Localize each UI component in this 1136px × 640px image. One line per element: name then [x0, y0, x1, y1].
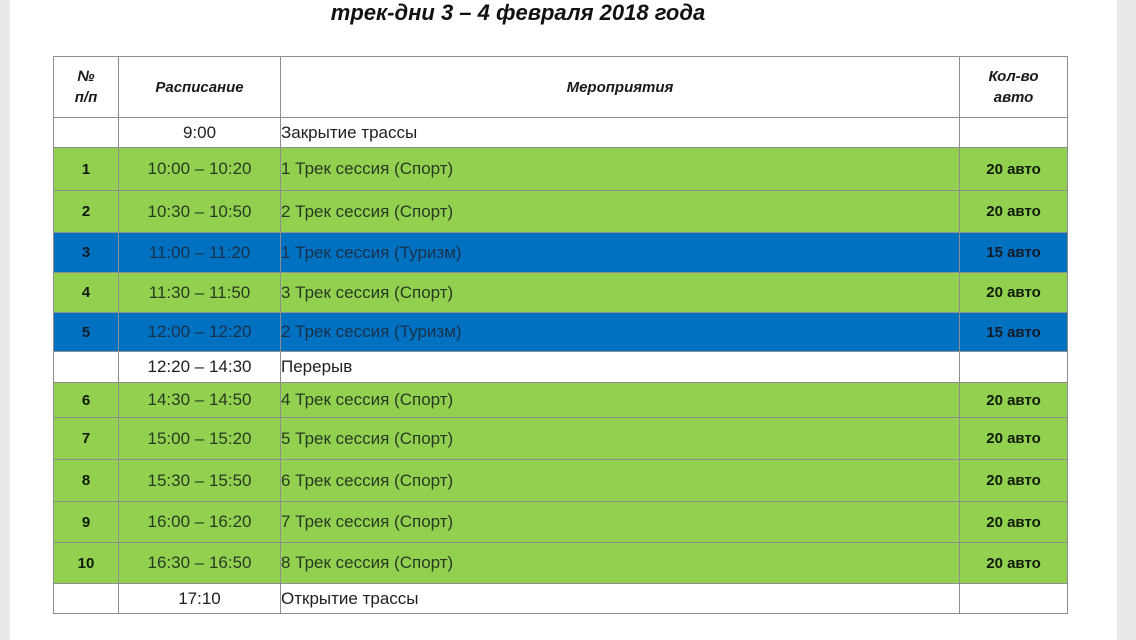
event-cell: 4 Трек сессия (Спорт) [281, 383, 960, 418]
table-row [54, 584, 1068, 614]
time-cell: 12:20 – 14:30 [119, 352, 281, 383]
header-car-count [960, 57, 1068, 118]
header-car-count-line1: Кол-во [988, 68, 1039, 85]
schedule-table [53, 56, 1068, 614]
header-events: Мероприятия [281, 57, 960, 118]
row-number-cell [54, 352, 119, 383]
time-cell: 16:00 – 16:20 [119, 502, 281, 543]
event-cell: Перерыв [281, 352, 960, 383]
time-cell: 11:00 – 11:20 [119, 233, 281, 273]
time-cell: 10:30 – 10:50 [119, 191, 281, 233]
car-count-cell: 20 авто [960, 502, 1068, 543]
row-number-cell: 6 [54, 383, 119, 418]
time-cell: 15:00 – 15:20 [119, 418, 281, 460]
row-number-cell: 2 [54, 191, 119, 233]
row-number-cell: 10 [54, 543, 119, 584]
car-count-cell: 20 авто [960, 148, 1068, 191]
table-row [54, 383, 1068, 418]
car-count-cell [960, 352, 1068, 383]
row-number-cell: 5 [54, 313, 119, 352]
row-number-cell [54, 118, 119, 148]
row-number-cell: 9 [54, 502, 119, 543]
car-count-cell: 20 авто [960, 460, 1068, 502]
header-number-line2: п/п [74, 89, 98, 106]
table-row [54, 313, 1068, 352]
row-number-cell: 8 [54, 460, 119, 502]
event-cell: 3 Трек сессия (Спорт) [281, 273, 960, 313]
event-cell: Закрытие трассы [281, 118, 960, 148]
header-schedule: Расписание [119, 57, 281, 118]
event-cell: 5 Трек сессия (Спорт) [281, 418, 960, 460]
time-cell: 17:10 [119, 584, 281, 614]
event-cell: 8 Трек сессия (Спорт) [281, 543, 960, 584]
car-count-cell [960, 584, 1068, 614]
time-cell: 15:30 – 15:50 [119, 460, 281, 502]
table-row [54, 233, 1068, 273]
table-row [54, 352, 1068, 383]
header-car-count-line2: авто [993, 89, 1034, 106]
car-count-cell: 20 авто [960, 418, 1068, 460]
header-number-line1: № [77, 68, 95, 85]
event-cell: 6 Трек сессия (Спорт) [281, 460, 960, 502]
schedule-body [54, 118, 1068, 614]
row-number-cell: 4 [54, 273, 119, 313]
event-cell: 7 Трек сессия (Спорт) [281, 502, 960, 543]
time-cell: 11:30 – 11:50 [119, 273, 281, 313]
car-count-cell: 20 авто [960, 273, 1068, 313]
table-row [54, 118, 1068, 148]
document-page [10, 0, 1117, 640]
time-cell: 16:30 – 16:50 [119, 543, 281, 584]
car-count-cell: 20 авто [960, 383, 1068, 418]
table-row [54, 191, 1068, 233]
car-count-cell [960, 118, 1068, 148]
car-count-cell: 15 авто [960, 233, 1068, 273]
time-cell: 10:00 – 10:20 [119, 148, 281, 191]
table-row [54, 460, 1068, 502]
time-cell: 14:30 – 14:50 [119, 383, 281, 418]
event-cell: 1 Трек сессия (Туризм) [281, 233, 960, 273]
page-title: трек-дни 3 – 4 февраля 2018 года [330, 0, 706, 25]
car-count-cell: 15 авто [960, 313, 1068, 352]
car-count-cell: 20 авто [960, 191, 1068, 233]
event-cell: 2 Трек сессия (Спорт) [281, 191, 960, 233]
row-number-cell: 1 [54, 148, 119, 191]
row-number-cell: 7 [54, 418, 119, 460]
table-row [54, 418, 1068, 460]
event-cell: Открытие трассы [281, 584, 960, 614]
table-header-row [54, 57, 1068, 118]
time-cell: 12:00 – 12:20 [119, 313, 281, 352]
event-cell: 1 Трек сессия (Спорт) [281, 148, 960, 191]
table-row [54, 502, 1068, 543]
table-row [54, 543, 1068, 584]
row-number-cell: 3 [54, 233, 119, 273]
table-row [54, 148, 1068, 191]
header-number [54, 57, 119, 118]
time-cell: 9:00 [119, 118, 281, 148]
car-count-cell: 20 авто [960, 543, 1068, 584]
row-number-cell [54, 584, 119, 614]
event-cell: 2 Трек сессия (Туризм) [281, 313, 960, 352]
table-row [54, 273, 1068, 313]
